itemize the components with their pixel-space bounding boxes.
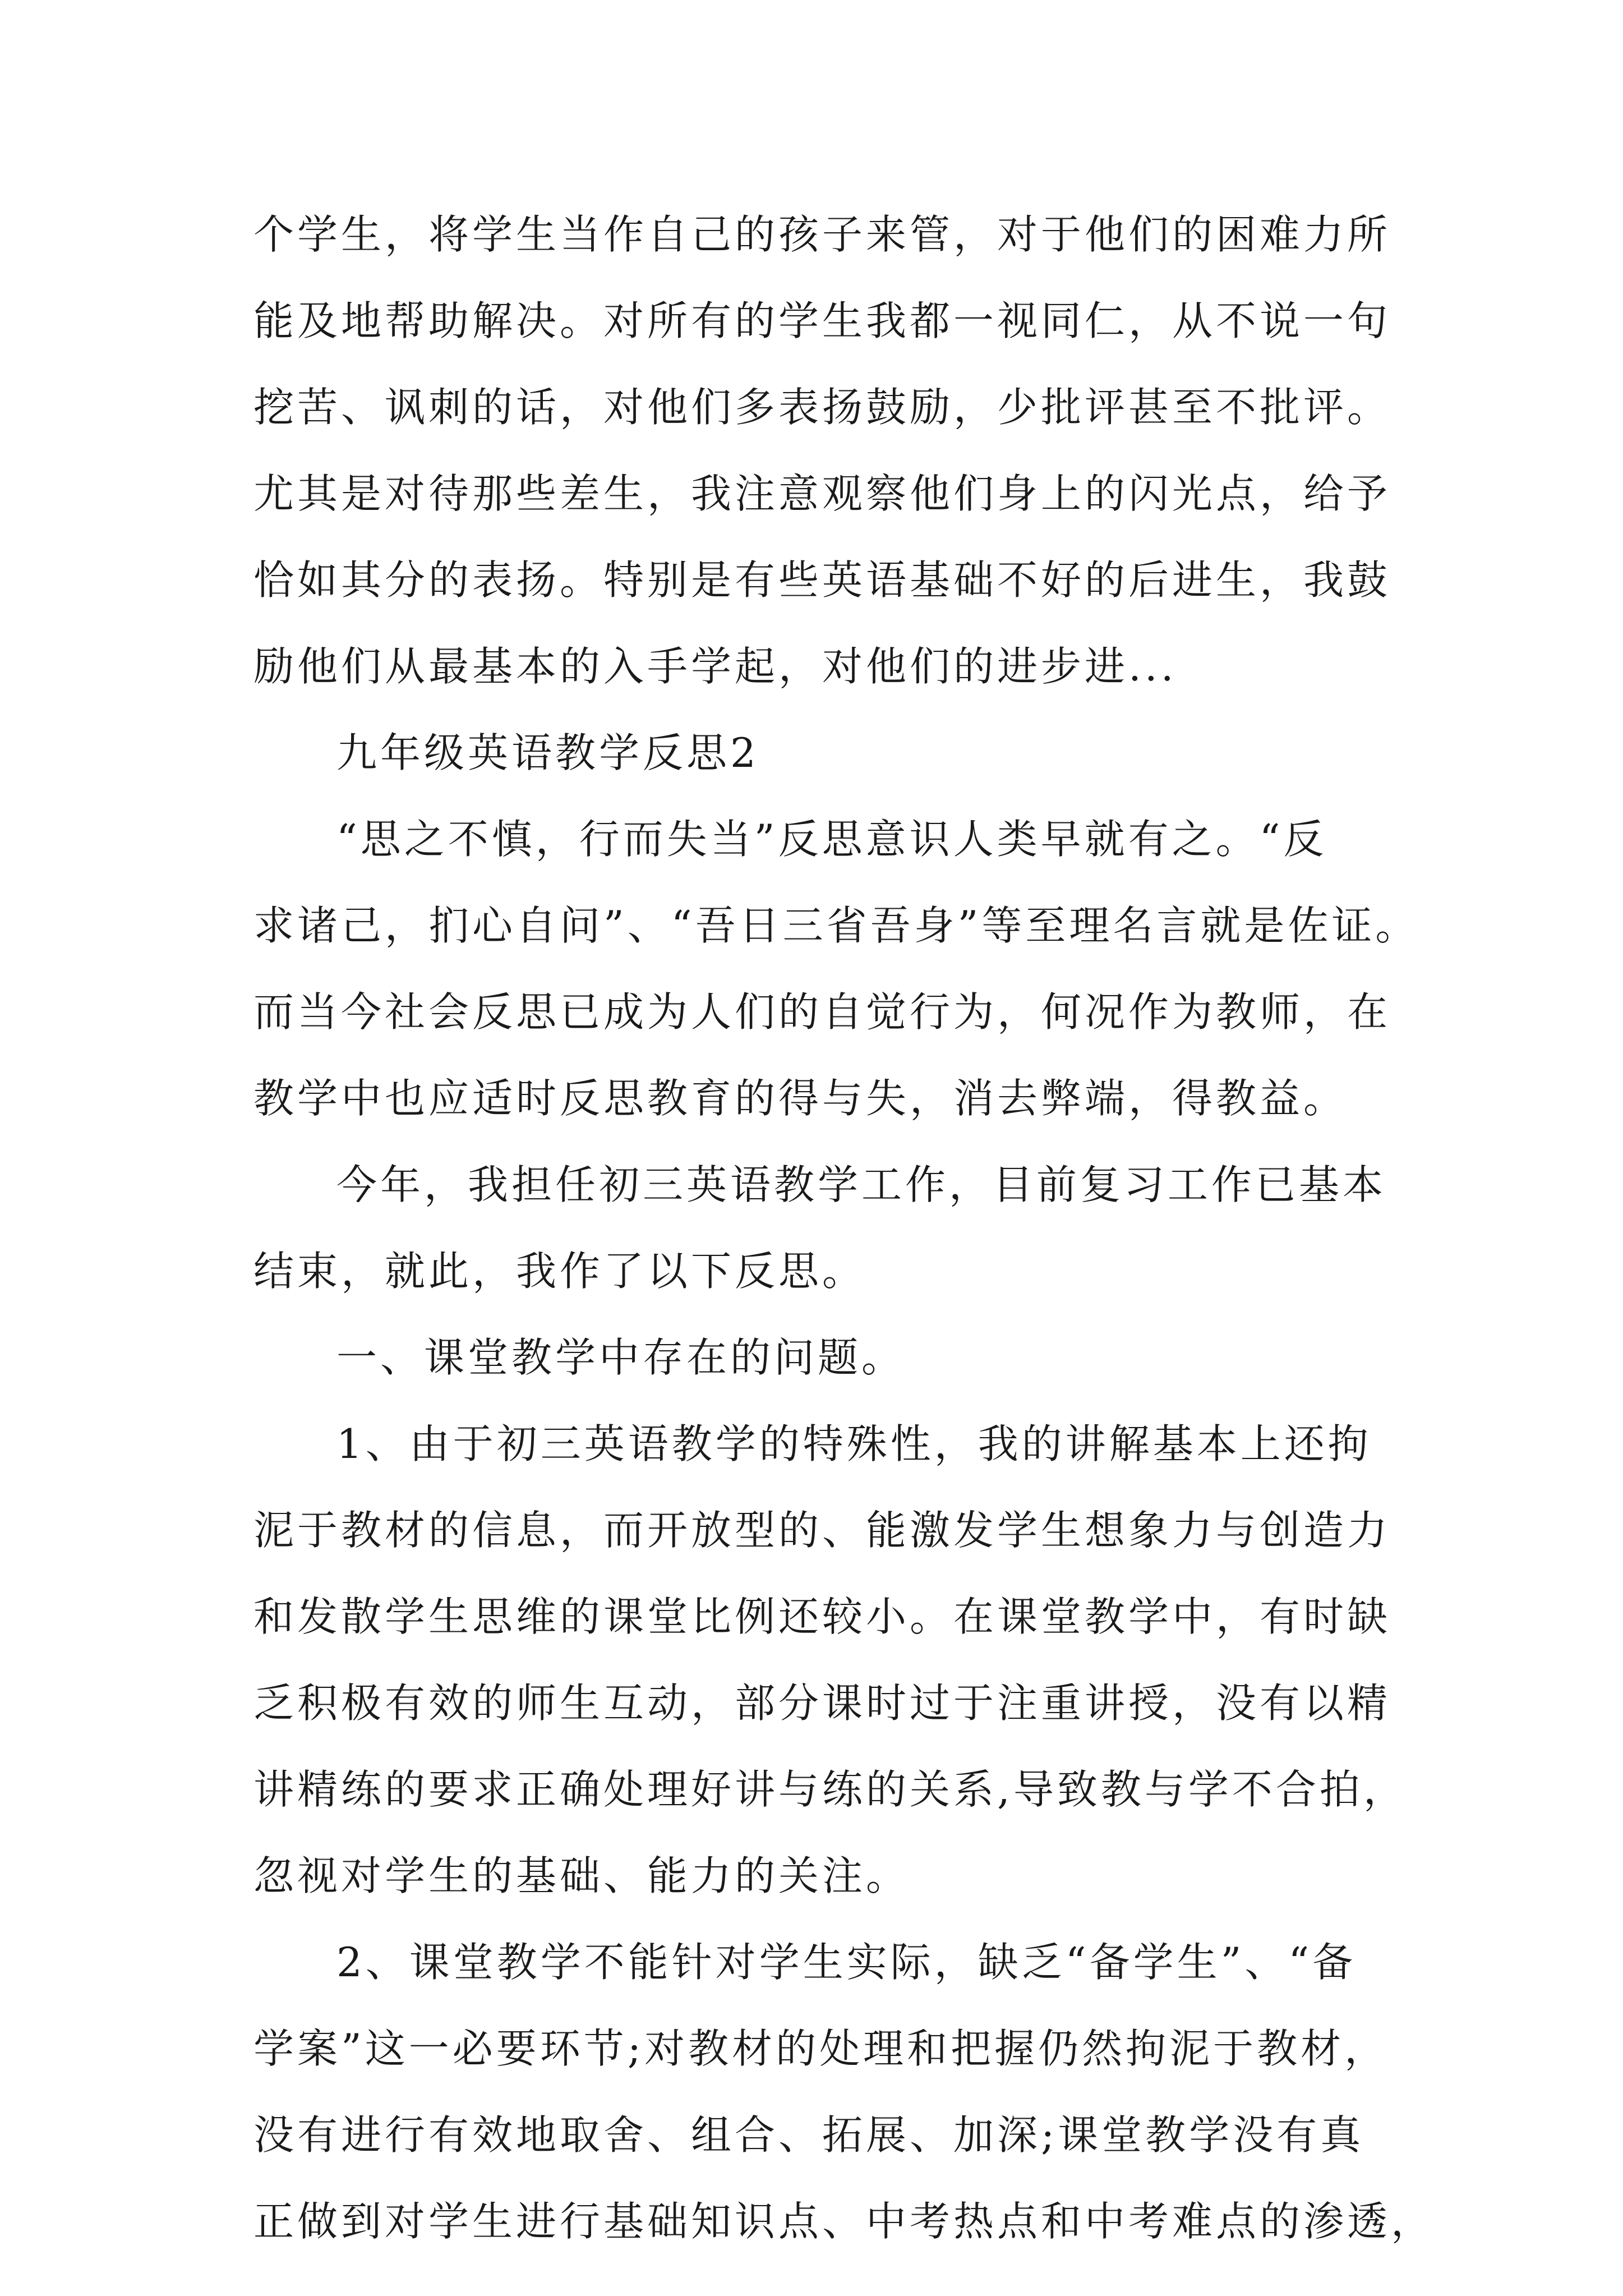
line-text: 励他们从最基本的入手学起，对他们的进步进... xyxy=(253,643,1177,690)
paragraph-line xyxy=(0,1842,1623,1910)
paragraph-line xyxy=(0,460,1623,527)
line-text: 忽视对学生的基础、能力的关注。 xyxy=(253,1852,910,1899)
line-text: 个学生，将学生当作自己的孩子来管，对于他们的困难力所 xyxy=(253,211,1391,258)
paragraph-line xyxy=(0,1410,1623,1478)
line-text: 正做到对学生进行基础知识点、中考热点和中考难点的渗透， xyxy=(253,2198,1435,2245)
line-text: 教学中也应适时反思教育的得与失，消去弊端，得教益。 xyxy=(253,1075,1348,1122)
line-text: 没有进行有效地取舍、组合、拓展、加深;课堂教学没有真 xyxy=(253,2111,1364,2159)
section-heading xyxy=(0,1324,1623,1391)
paragraph-line xyxy=(0,806,1623,873)
line-text: 今年，我担任初三英语教学工作，目前复习工作已基本 xyxy=(336,1161,1387,1208)
paragraph-line xyxy=(0,2015,1623,2082)
line-text: 能及地帮助解决。对所有的学生我都一视同仁，从不说一句 xyxy=(253,297,1391,344)
paragraph-line xyxy=(0,1151,1623,1218)
paragraph-line xyxy=(0,546,1623,614)
line-text: 学案”这一必要环节;对教材的处理和把握仍然拘泥于教材， xyxy=(253,2025,1389,2072)
line-text: 求诸己，扪心自问”、“吾日三省吾身”等至理名言就是佐证。 xyxy=(253,902,1419,949)
line-text: “思之不慎，行而失当”反思意识人类早就有之。“反 xyxy=(336,816,1327,863)
paragraph-line xyxy=(0,633,1623,700)
paragraph-line xyxy=(0,1669,1623,1737)
heading-text: 一、课堂教学中存在的问题。 xyxy=(336,1334,906,1381)
paragraph-line xyxy=(0,374,1623,441)
line-text: 1、由于初三英语教学的特殊性，我的讲解基本上还拘 xyxy=(336,1420,1372,1467)
heading-text: 九年级英语教学反思2 xyxy=(336,729,759,776)
paragraph-line xyxy=(0,1237,1623,1305)
line-text: 恰如其分的表扬。特别是有些英语基础不好的后进生，我鼓 xyxy=(253,556,1391,604)
line-text: 挖苦、讽刺的话，对他们多表扬鼓励，少批评甚至不批评。 xyxy=(253,384,1391,431)
paragraph-line xyxy=(0,287,1623,355)
paragraph-line xyxy=(0,1929,1623,1996)
line-text: 泥于教材的信息，而开放型的、能激发学生想象力与创造力 xyxy=(253,1507,1391,1554)
paragraph-line xyxy=(0,201,1623,268)
paragraph-line xyxy=(0,2101,1623,2169)
paragraph-line xyxy=(0,1065,1623,1132)
paragraph-line xyxy=(0,2188,1623,2255)
line-text: 结束，就此，我作了以下反思。 xyxy=(253,1248,866,1295)
paragraph-line xyxy=(0,1583,1623,1650)
paragraph-line xyxy=(0,978,1623,1046)
line-text: 尤其是对待那些差生，我注意观察他们身上的闪光点，给予 xyxy=(253,470,1391,517)
paragraph-line xyxy=(0,1756,1623,1823)
line-text: 讲精练的要求正确处理好讲与练的关系,导致教与学不合拍， xyxy=(253,1766,1407,1813)
paragraph-line xyxy=(0,892,1623,959)
line-text: 和发散学生思维的课堂比例还较小。在课堂教学中，有时缺 xyxy=(253,1593,1391,1640)
section-heading xyxy=(0,719,1623,786)
paragraph-line xyxy=(0,1497,1623,1564)
line-text: 乏积极有效的师生互动，部分课时过于注重讲授，没有以精 xyxy=(253,1680,1391,1727)
line-text: 2、课堂教学不能针对学生实际，缺乏“备学生”、“备 xyxy=(336,1939,1357,1986)
line-text: 而当今社会反思已成为人们的自觉行为，何况作为教师，在 xyxy=(253,988,1391,1036)
